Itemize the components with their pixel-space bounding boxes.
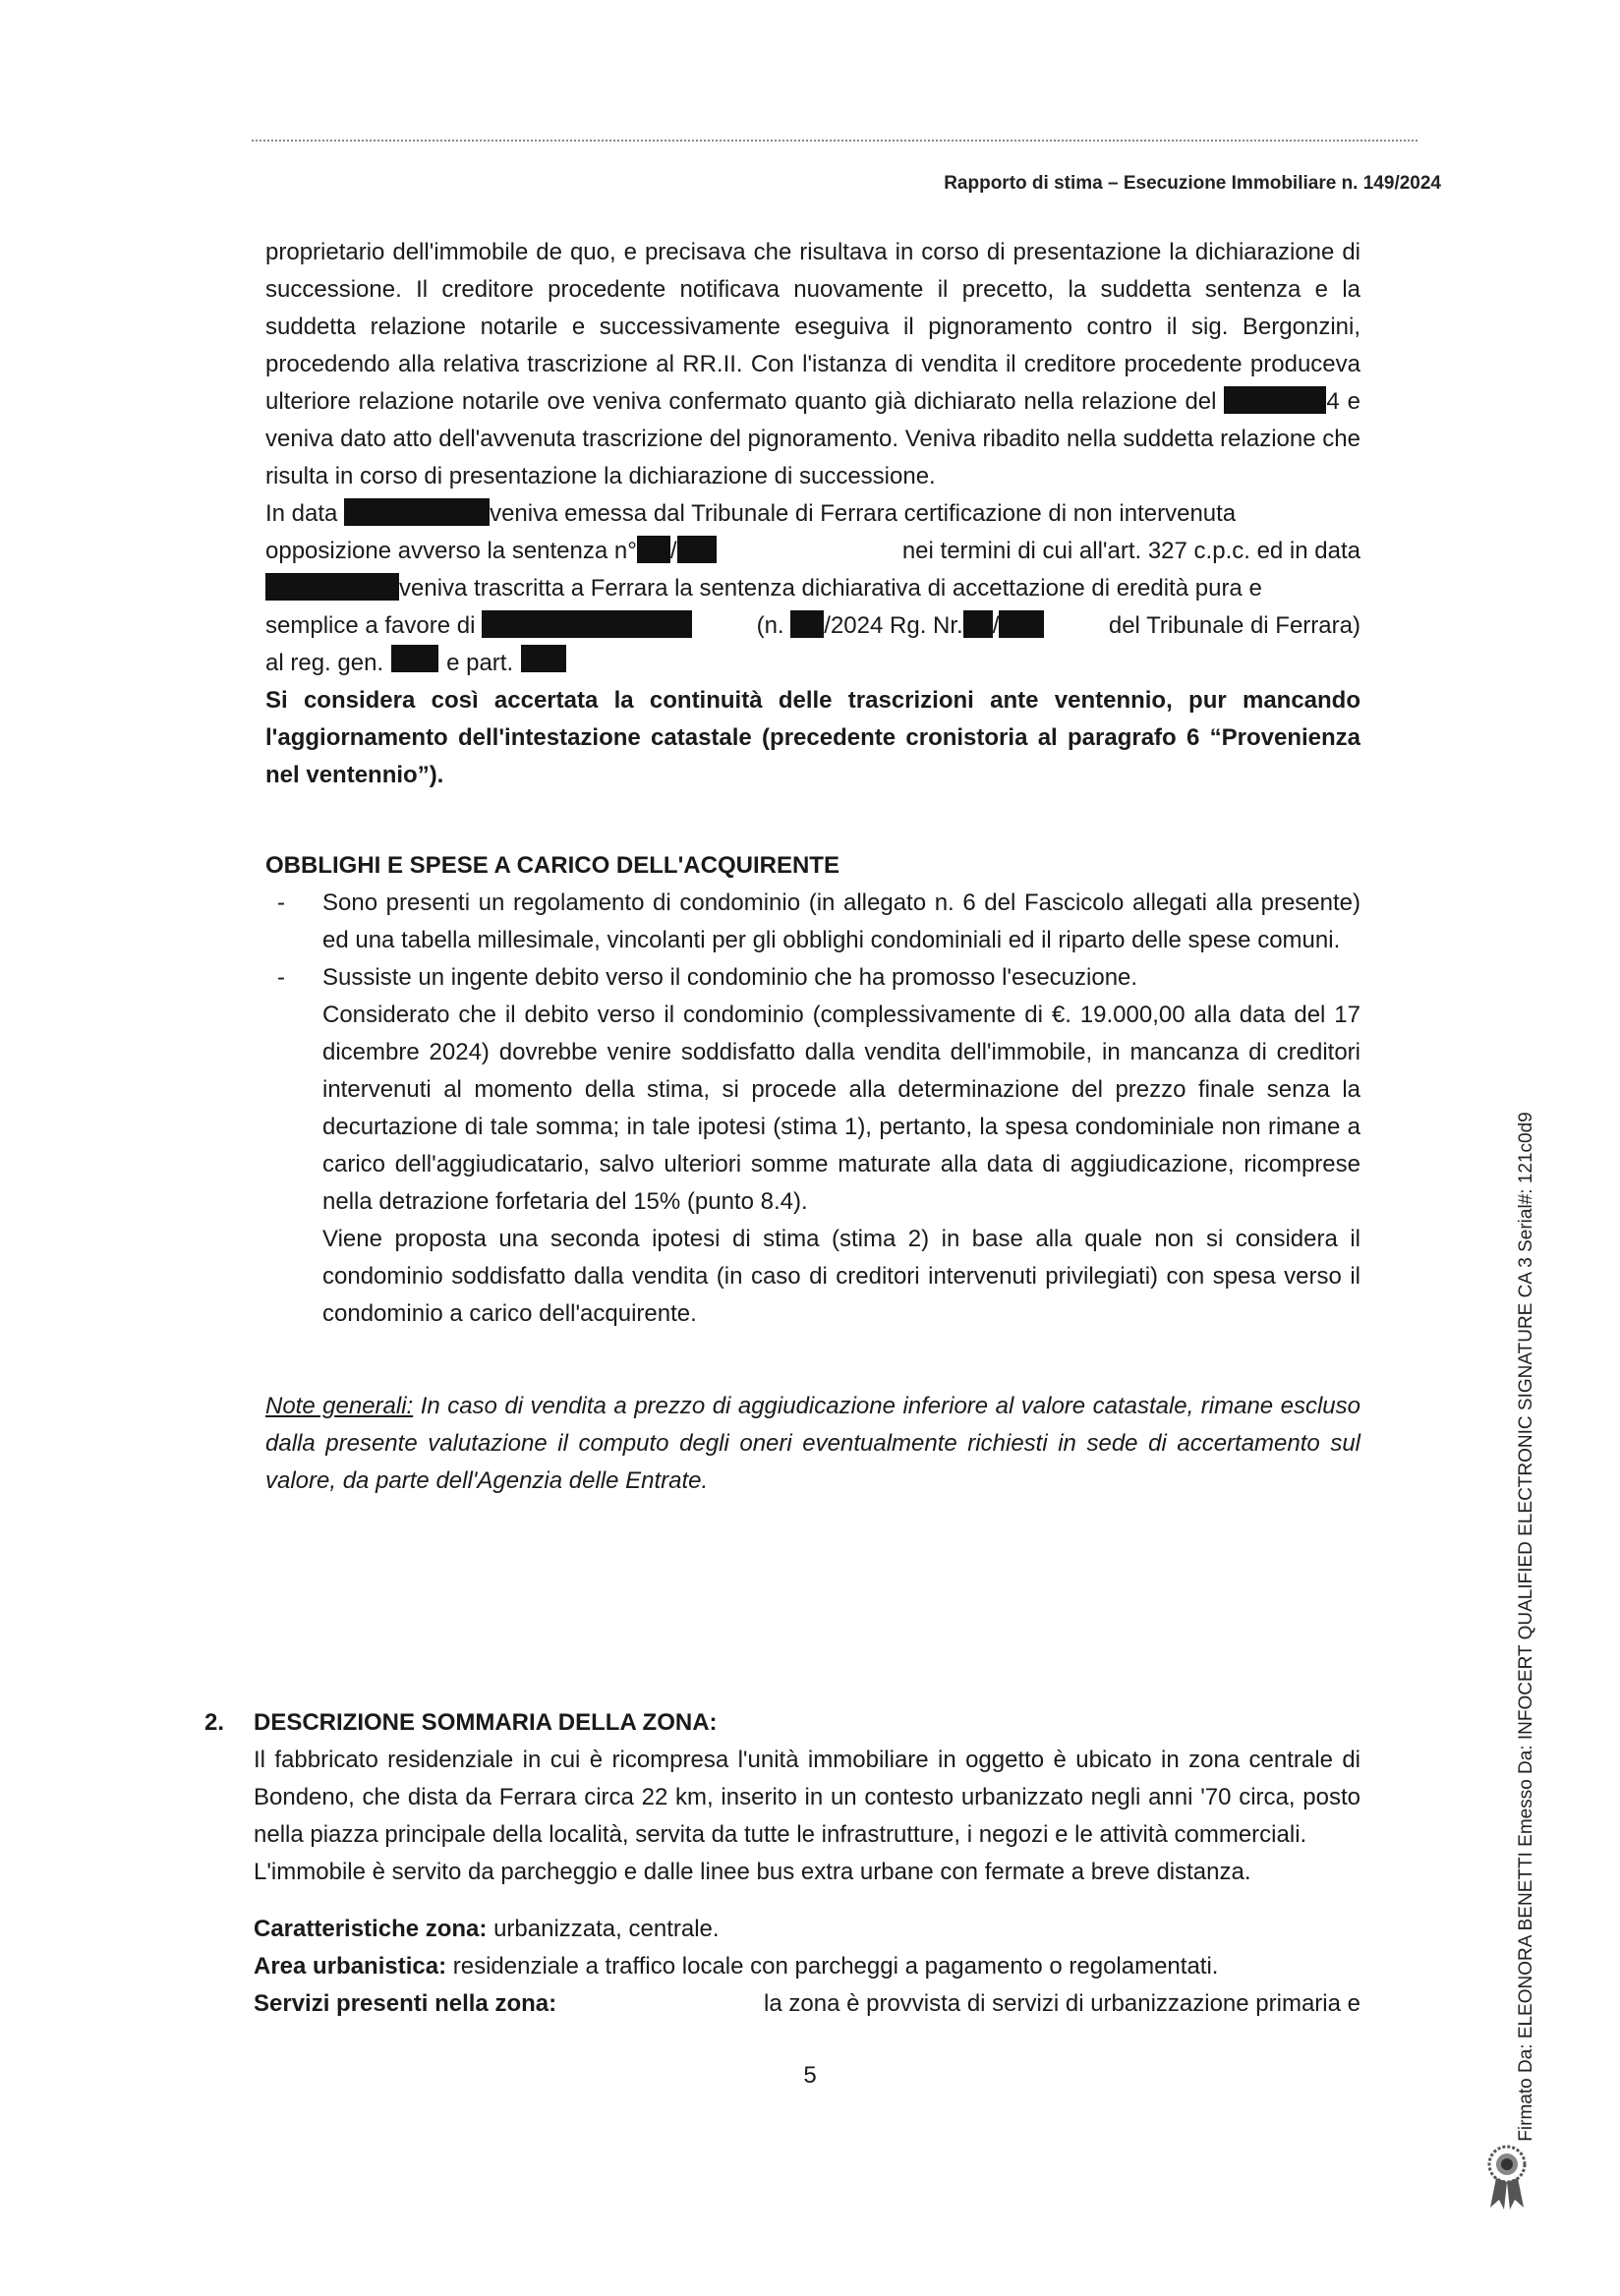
field-label: Servizi presenti nella zona: bbox=[254, 1990, 557, 2017]
redaction-block bbox=[344, 498, 490, 526]
intro-text: proprietario dell'immobile de quo, e precisava che risultava in corso di presentazione la dichiarazione di successione. Il creditore procedente notificava nuovamente il precetto, la suddetta sentenza e la suddetta relazione notarile e successivamente eseguiva il pignoramento contro il sig. Bergonzini, procedendo alla relativa trascrizione al RR.II. Con l'istanza di vendita il creditore procedente produceva ulteriore relazione notarile ove veniva confermato quanto già dichiarato nella relazione del bbox=[265, 239, 1360, 415]
signature-text: Firmato Da: ELEONORA BENETTI Emesso Da: INFOCERT QUALIFIED ELECTRONIC SIGNATURE CA 3 Serial#: 121c0d9 bbox=[1516, 1112, 1536, 2142]
section-number: 2. bbox=[204, 1709, 225, 1736]
text-fragment: nei termini di cui all'art. 327 c.p.c. ed in data bbox=[901, 538, 1360, 564]
text-fragment: veniva emessa dal Tribunale di Ferrara certificazione di non intervenuta bbox=[490, 500, 1237, 527]
redaction-block bbox=[677, 536, 717, 563]
redaction-block bbox=[790, 610, 824, 638]
text-line bbox=[265, 607, 1360, 645]
redaction-block bbox=[1224, 386, 1326, 414]
page-number: 5 bbox=[803, 2062, 817, 2089]
text-fragment: veniva trascritta a Ferrara la sentenza dichiarativa di accettazione di eredità pura e bbox=[399, 575, 1262, 602]
notes-text: In caso di vendita a prezzo di aggiudicazione inferiore al valore catastale, rimane escluso dalla presente valutazione il computo degli oneri eventualmente richiesti in sede di accertamento sul valore, da parte dell'Agenzia delle Entrate. bbox=[265, 1393, 1360, 1494]
text-line bbox=[265, 570, 1360, 607]
text-line bbox=[265, 645, 1360, 682]
digital-signature-note bbox=[1514, 1112, 1539, 2142]
zone-transport: L'immobile è servito da parcheggio e dalle linee bus extra urbane con fermate a breve distanza. bbox=[254, 1859, 1251, 1885]
obblighi-title: OBBLIGHI E SPESE A CARICO DELL'ACQUIRENTE bbox=[265, 852, 839, 879]
text-fragment: semplice a favore di bbox=[265, 612, 476, 639]
list-item: - Sussiste un ingente debito verso il condominio che ha promosso l'esecuzione. bbox=[322, 959, 1360, 997]
text-fragment: /2024 Rg. Nr. bbox=[824, 612, 963, 639]
text-fragment: al reg. gen. bbox=[265, 650, 384, 676]
general-notes bbox=[265, 1388, 1360, 1500]
field-label: Caratteristiche zona: bbox=[254, 1916, 488, 1942]
text-fragment: e part. bbox=[446, 650, 514, 676]
zone-description: Il fabbricato residenziale in cui è ricompresa l'unità immobiliare in oggetto è ubicato in zona centrale di Bondeno, che dista da Ferrara circa 22 km, inserito in un contesto urbanizzato negli anni '70 circa, posto nella piazza principale della località, servita da tutte le infrastrutture, i negozi e le attività commerciali. bbox=[254, 1747, 1360, 1848]
text-fragment: opposizione avverso la sentenza n° bbox=[265, 538, 637, 564]
text-fragment: (n. bbox=[756, 612, 784, 639]
intro-paragraph bbox=[265, 234, 1360, 495]
header-rule bbox=[252, 140, 1418, 142]
field-value: residenziale a traffico locale con parcheggi a pagamento o regolamentati. bbox=[452, 1953, 1219, 1980]
text-line bbox=[265, 495, 1360, 533]
section-title: DESCRIZIONE SOMMARIA DELLA ZONA: bbox=[254, 1709, 718, 1736]
field-label: Area urbanistica: bbox=[254, 1953, 447, 1980]
section-2-content bbox=[254, 1704, 1360, 2023]
obblighi-detail-2: Viene proposta una seconda ipotesi di stima (stima 2) in base alla quale non si considera il condominio soddisfatto dalla vendita (in caso di creditori intervenuti privilegiati) con spesa verso il condominio a carico dell'acquirente. bbox=[322, 1226, 1360, 1327]
redaction-block bbox=[521, 645, 566, 672]
field-value: la zona è provvista di servizi di urbanizzazione primaria e bbox=[764, 1990, 1360, 2017]
field-value: urbanizzata, centrale. bbox=[493, 1916, 720, 1942]
notes-label: Note generali: bbox=[265, 1393, 414, 1419]
zone-services bbox=[254, 1985, 1360, 2023]
main-body bbox=[265, 234, 1360, 1523]
text-fragment: In data bbox=[265, 500, 338, 527]
redaction-block bbox=[391, 645, 438, 672]
redaction-block bbox=[999, 610, 1044, 638]
text-line bbox=[265, 533, 1360, 570]
intro-text-cont: 4 e veniva dato atto dell'avvenuta trascrizione del pignoramento. Veniva ribadito nella suddetta relazione che risulta in corso di presentazione la dichiarazione di successione. bbox=[265, 388, 1360, 489]
redaction-block bbox=[265, 573, 399, 601]
seal-rosette-icon bbox=[1482, 2143, 1532, 2211]
urban-area bbox=[254, 1948, 1360, 1985]
text-fragment: del Tribunale di Ferrara) bbox=[1108, 612, 1360, 639]
section-2 bbox=[204, 1704, 1360, 2023]
obblighi-list bbox=[265, 885, 1360, 997]
list-item: - Sono presenti un regolamento di condominio (in allegato n. 6 del Fascicolo allegati alla presente) ed una tabella millesimale, vincolanti per gli obblighi condominiali ed il riparto delle spese comuni. bbox=[322, 885, 1360, 959]
page-header-title: Rapporto di stima – Esecuzione Immobiliare n. 149/2024 bbox=[944, 173, 1441, 194]
redaction-block bbox=[482, 610, 692, 638]
continuity-statement: Si considera così accertata la continuità delle trascrizioni ante ventennio, pur mancando l'aggiornamento dell'intestazione catastale (precedente cronistoria al paragrafo 6 “Provenienza nel ventennio”). bbox=[265, 687, 1360, 788]
text-fragment: / bbox=[992, 612, 1000, 639]
obblighi-detail-1: Considerato che il debito verso il condominio (complessivamente di €. 19.000,00 alla data del 17 dicembre 2024) dovrebbe venire soddisfatto dalla vendita dell'immobile, in mancanza di creditori intervenuti al momento della stima, si procede alla determinazione del prezzo finale senza la decurtazione di tale somma; in tale ipotesi (stima 1), pertanto, la spesa condominiale non rimane a carico dell'aggiudicatario, salvo ulteriori somme maturate alla data di aggiudicazione, ricomprese nella detrazione forfetaria del 15% (punto 8.4). bbox=[322, 1002, 1360, 1215]
redaction-block bbox=[637, 536, 670, 563]
text-fragment: / bbox=[669, 538, 677, 564]
zone-characteristics bbox=[254, 1911, 1360, 1948]
redaction-block bbox=[963, 610, 993, 638]
